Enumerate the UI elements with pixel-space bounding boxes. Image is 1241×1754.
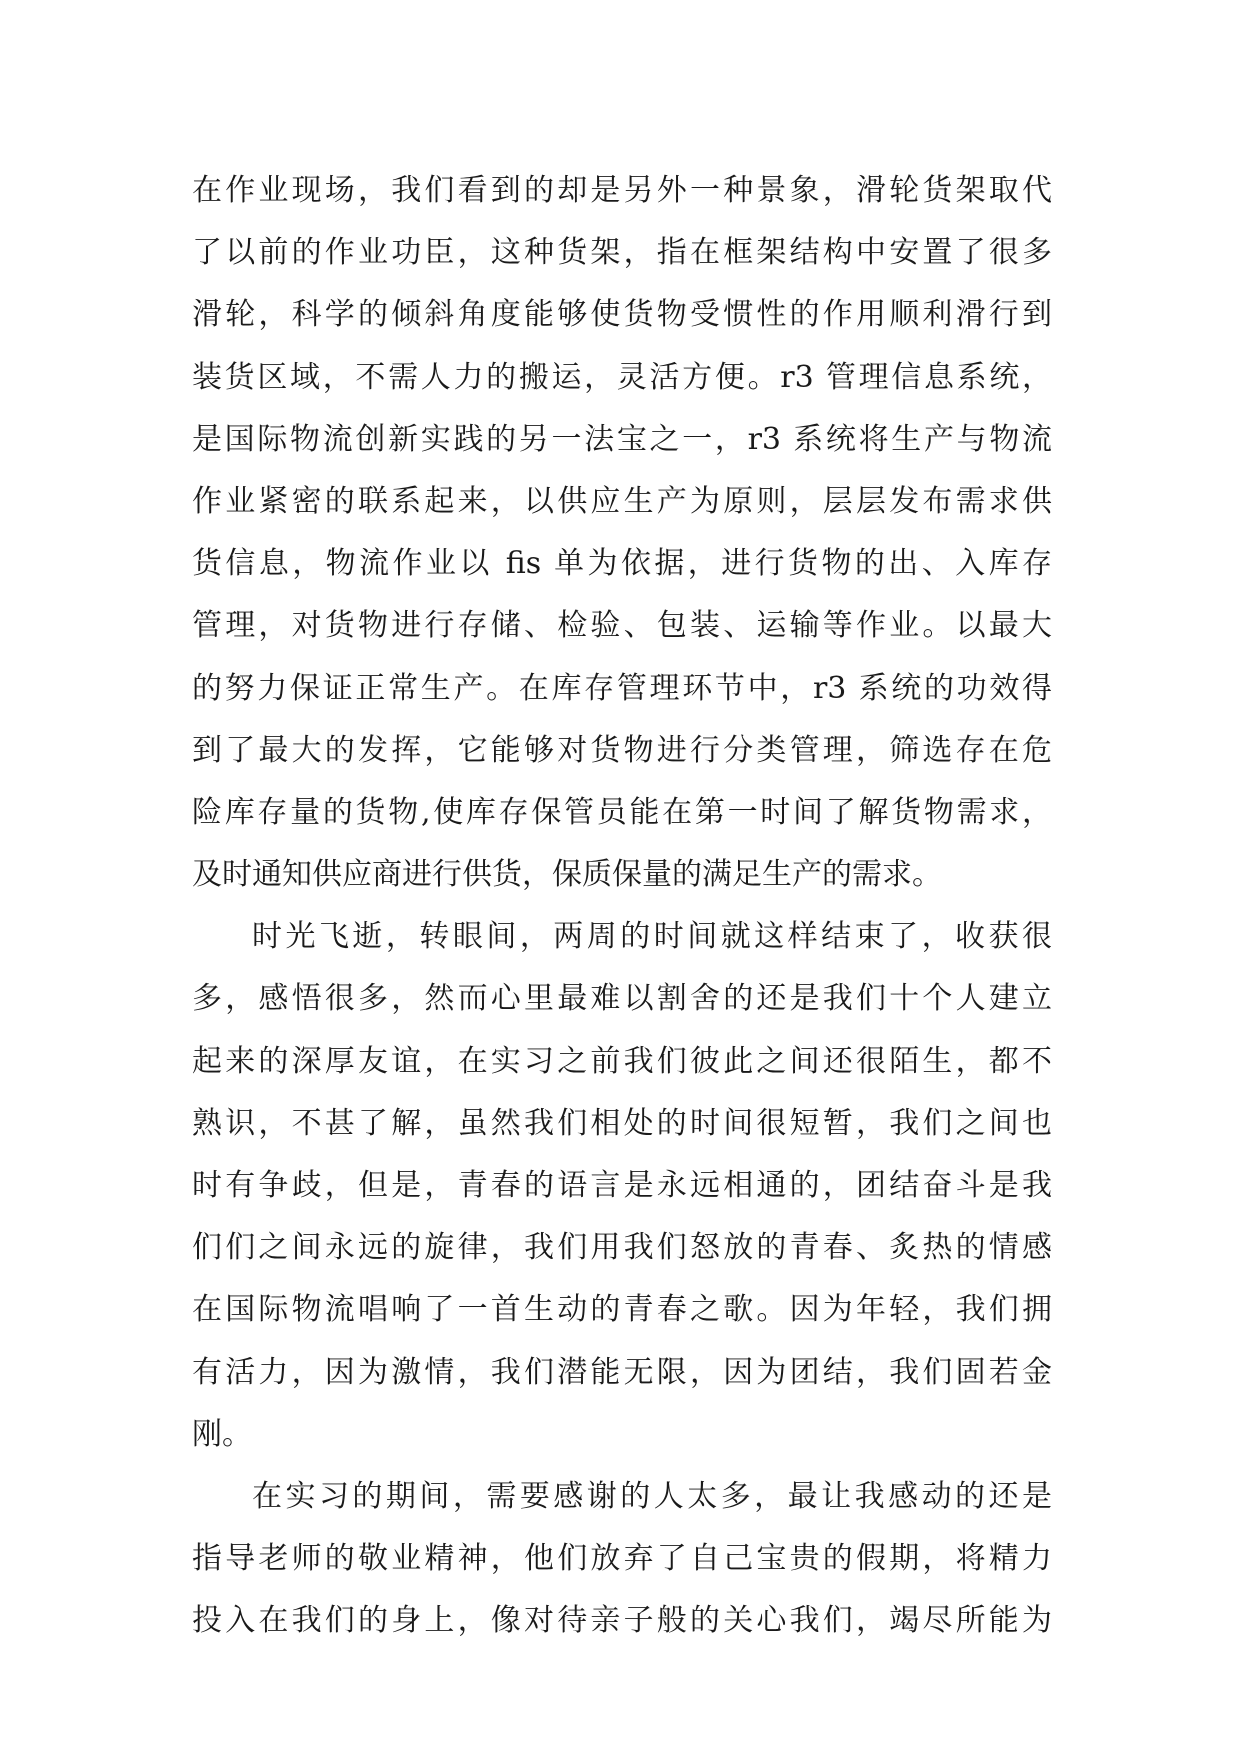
- text-line: 时有争歧，但是，青春的语言是永远相通的，团结奋斗是我: [192, 1168, 1052, 1203]
- text-line: 装货区域，不需人力的搬运，灵活方便。r3 管理信息系统，: [192, 359, 1052, 395]
- text-line: 管理，对货物进行存储、检验、包装、运输等作业。以最大: [192, 608, 1052, 644]
- text-line: 险库存量的货物,使库存保管员能在第一时间了解货物需求，: [192, 794, 1052, 830]
- paragraph-1: [192, 160, 1052, 906]
- text-line: 作业紧密的联系起来，以供应生产为原则，层层发布需求供: [192, 483, 1052, 519]
- text-line: 滑轮，科学的倾斜角度能够使货物受惯性的作用顺利滑行到: [192, 297, 1052, 333]
- text-line: 指导老师的敬业精神，他们放弃了自己宝贵的假期，将精力: [192, 1541, 1052, 1577]
- text-line: 是国际物流创新实践的另一法宝之一，r3 系统将生产与物流: [192, 421, 1052, 457]
- text-line: 刚。: [192, 1416, 252, 1452]
- text-line: 有活力，因为激情，我们潜能无限，因为团结，我们固若金: [192, 1354, 1052, 1390]
- document-page: [192, 160, 1052, 1653]
- text-line: 在作业现场，我们看到的却是另外一种景象，滑轮货架取代: [192, 173, 1052, 208]
- text-line: 的努力保证正常生产。在库存管理环节中，r3 系统的功效得: [192, 670, 1052, 706]
- text-line: 多，感悟很多，然而心里最难以割舍的还是我们十个人建立: [192, 981, 1052, 1017]
- text-line: 熟识，不甚了解，虽然我们相处的时间很短暂，我们之间也: [192, 1105, 1052, 1141]
- text-line: 在国际物流唱响了一首生动的青春之歌。因为年轻，我们拥: [192, 1292, 1052, 1328]
- text-line: 们们之间永远的旋律，我们用我们怒放的青春、炙热的情感: [192, 1230, 1052, 1266]
- text-line: 货信息，物流作业以 fis 单为依据，进行货物的出、入库存: [192, 546, 1052, 582]
- text-line: 到了最大的发挥，它能够对货物进行分类管理，筛选存在危: [192, 732, 1052, 768]
- text-line: 投入在我们的身上，像对待亲子般的关心我们，竭尽所能为: [192, 1603, 1052, 1639]
- paragraph-3: [192, 1466, 1052, 1653]
- text-line: 了以前的作业功臣，这种货架，指在框架结构中安置了很多: [192, 235, 1052, 271]
- text-line: 起来的深厚友谊，在实习之前我们彼此之间还很陌生，都不: [192, 1043, 1052, 1079]
- text-line: 在实习的期间，需要感谢的人太多，最让我感动的还是: [252, 1478, 1052, 1514]
- paragraph-2: [192, 906, 1052, 1466]
- text-line: 及时通知供应商进行供货，保质保量的满足生产的需求。: [192, 857, 942, 893]
- text-line: 时光飞逝，转眼间，两周的时间就这样结束了，收获很: [252, 919, 1052, 955]
